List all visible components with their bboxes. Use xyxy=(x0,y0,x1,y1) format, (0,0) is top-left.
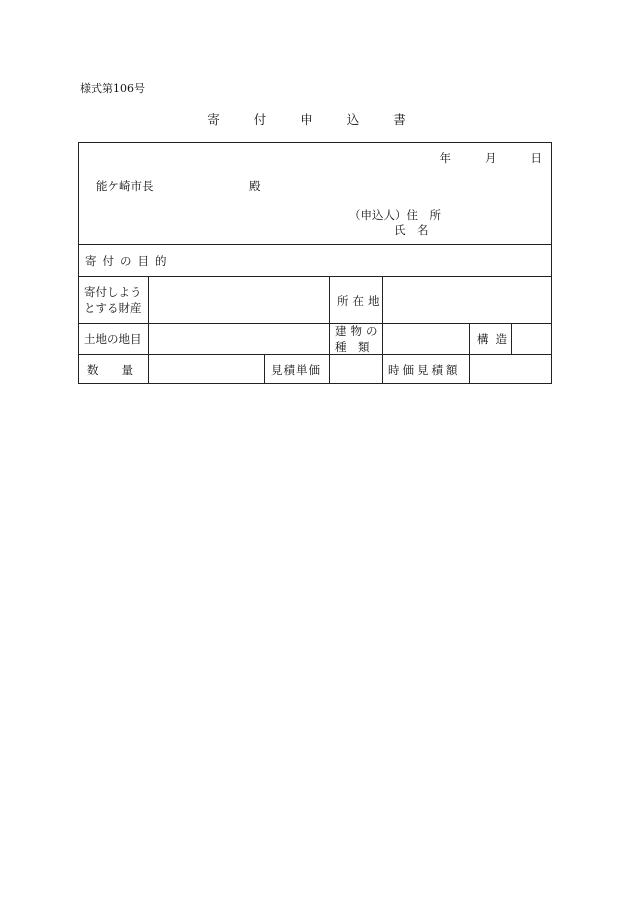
applicant-prefix: （申込人） xyxy=(349,208,407,222)
structure-label: 構造 xyxy=(477,332,514,346)
land-category-label: 土地の地目 xyxy=(84,332,142,346)
month-label: 月 xyxy=(485,151,497,165)
row-divider xyxy=(78,244,552,245)
day-label: 日 xyxy=(530,151,542,165)
year-label: 年 xyxy=(439,151,451,165)
column-divider xyxy=(148,276,149,384)
building-type-line1: 建物の xyxy=(335,324,382,338)
location-label: 所在地 xyxy=(337,294,384,308)
property-label-line2: とする財産 xyxy=(84,300,142,315)
row-divider xyxy=(78,276,552,277)
row-divider xyxy=(78,323,552,324)
column-divider xyxy=(469,323,470,384)
property-label xyxy=(84,285,142,316)
column-divider xyxy=(329,276,330,384)
date-line xyxy=(406,153,543,165)
unit-price-label: 見積単価 xyxy=(271,363,321,377)
addressee-suffix: 殿 xyxy=(249,179,261,193)
column-divider xyxy=(264,354,265,384)
form-title: 寄付申込書 xyxy=(207,112,440,127)
building-type-label xyxy=(335,324,382,355)
addressee-name: 能ケ崎市長 xyxy=(96,179,154,193)
purpose-label: 寄付の目的 xyxy=(85,254,173,268)
row-divider xyxy=(78,354,552,355)
building-type-line2: 種 類 xyxy=(335,339,370,354)
column-divider xyxy=(382,276,383,384)
property-label-line1: 寄付しよう xyxy=(84,285,142,299)
address-label: 住 所 xyxy=(406,208,441,222)
quantity-label: 数 量 xyxy=(87,363,133,377)
form-number: 様式第106号 xyxy=(80,82,145,95)
applicant-address-label xyxy=(349,210,441,222)
applicant-name-label: 氏 名 xyxy=(394,223,429,237)
market-value-label: 時価見積額 xyxy=(388,363,461,377)
